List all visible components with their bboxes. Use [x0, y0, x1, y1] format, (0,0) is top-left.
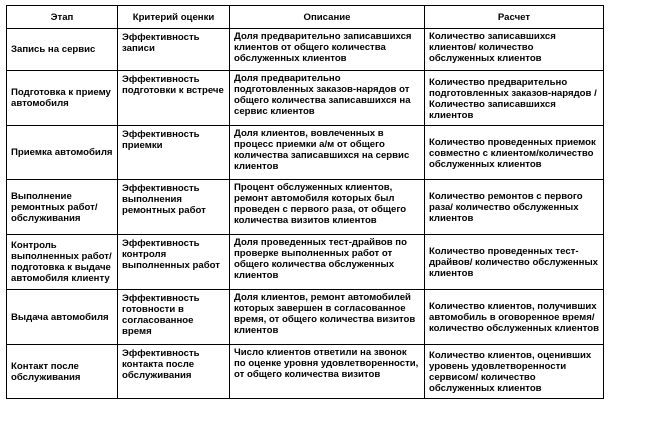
- table-row: [7, 71, 604, 126]
- cell-stage: Контакт после обслуживания: [7, 345, 118, 399]
- cell-criterion: Эффективность приемки: [118, 126, 230, 180]
- cell-calculation: Количество предварительно подготовленных заказов-нарядов / Количество записавшихся клиентов: [425, 71, 604, 126]
- table-row: [7, 29, 604, 71]
- kpi-table: [6, 5, 604, 399]
- cell-description: Процент обслуженных клиентов, ремонт автомобиля которых был проведен с первого раза, от общего количества визитов клиентов: [230, 180, 425, 235]
- cell-criterion: Эффективность готовности в согласованное время: [118, 290, 230, 345]
- header-row: [7, 6, 604, 29]
- cell-criterion: Эффективность записи: [118, 29, 230, 71]
- cell-stage: Подготовка к приему автомобиля: [7, 71, 118, 126]
- cell-description: Доля клиентов, вовлеченных в процесс приемки а/м от общего количества записавшихся на сервис клиентов: [230, 126, 425, 180]
- cell-calculation: Количество клиентов, получивших автомобиль в оговоренное время/ количество обслуженных клиентов: [425, 290, 604, 345]
- cell-criterion: Эффективность подготовки к встрече: [118, 71, 230, 126]
- table-row: [7, 235, 604, 290]
- header-criterion: Критерий оценки: [118, 6, 230, 29]
- cell-criterion: Эффективность контакта после обслуживания: [118, 345, 230, 399]
- cell-description: Доля клиентов, ремонт автомобилей которых завершен в согласованное время, от общего количества визитов клиентов: [230, 290, 425, 345]
- table-row: [7, 345, 604, 399]
- cell-description: Доля проведенных тест-драйвов по проверке выполненных работ от общего количества обслуженных клиентов: [230, 235, 425, 290]
- cell-stage: Контроль выполненных работ/ подготовка к выдаче автомобиля клиенту: [7, 235, 118, 290]
- cell-criterion: Эффективность выполнения ремонтных работ: [118, 180, 230, 235]
- header-stage: Этап: [7, 6, 118, 29]
- cell-stage: Запись на сервис: [7, 29, 118, 71]
- cell-stage: Приемка автомобиля: [7, 126, 118, 180]
- cell-calculation: Количество записавшихся клиентов/ количество обслуженных клиентов: [425, 29, 604, 71]
- header-description: Описание: [230, 6, 425, 29]
- cell-calculation: Количество клиентов, оценивших уровень удовлетворенности сервисом/ количество обслуженных клиентов: [425, 345, 604, 399]
- cell-criterion: Эффективность контроля выполненных работ: [118, 235, 230, 290]
- cell-description: Число клиентов ответили на звонок по оценке уровня удовлетворенности, от общего количества визитов: [230, 345, 425, 399]
- cell-calculation: Количество ремонтов с первого раза/ количество обслуженных клиентов: [425, 180, 604, 235]
- cell-calculation: Количество проведенных приемок совместно с клиентом/количество обслуженных клиентов: [425, 126, 604, 180]
- table-row: [7, 126, 604, 180]
- table-row: [7, 180, 604, 235]
- cell-stage: Выполнение ремонтных работ/обслуживания: [7, 180, 118, 235]
- header-calculation: Расчет: [425, 6, 604, 29]
- cell-calculation: Количество проведенных тест-драйвов/ количество обслуженных клиентов: [425, 235, 604, 290]
- table-row: [7, 290, 604, 345]
- cell-description: Доля предварительно записавшихся клиентов от общего количества обслуженных клиентов: [230, 29, 425, 71]
- cell-description: Доля предварительно подготовленных заказов-нарядов от общего количества записавшихся на сервис клиентов: [230, 71, 425, 126]
- cell-stage: Выдача автомобиля: [7, 290, 118, 345]
